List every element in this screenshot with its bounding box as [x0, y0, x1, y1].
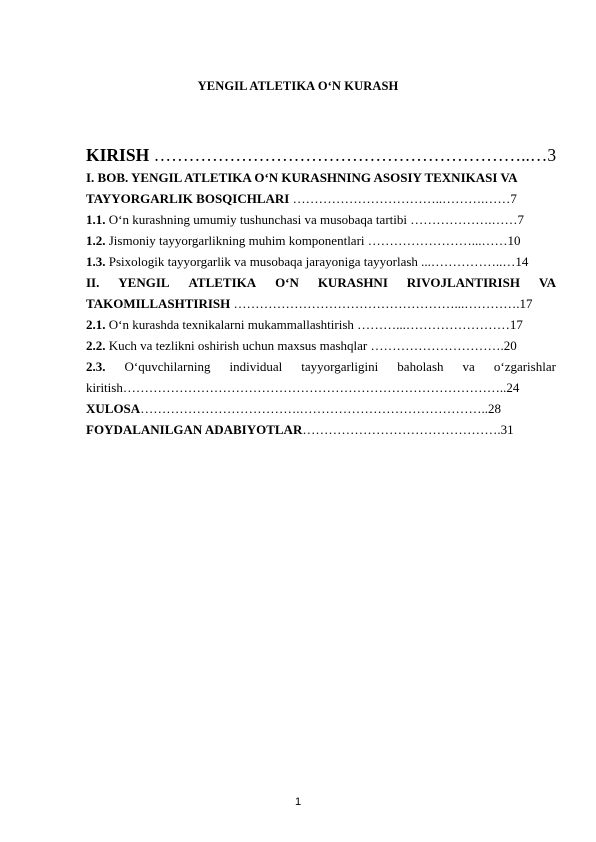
page-title: YENGIL ATLETIKA O‘N KURASH	[197, 79, 399, 93]
toc-chapter-2-word: KURASHNI	[317, 275, 388, 290]
toc-entry-1-3	[86, 251, 556, 272]
toc-xulosa-page: 28	[487, 401, 501, 416]
toc-2-1-page: 17	[509, 317, 523, 332]
toc-2-2-number: 2.2.	[86, 338, 106, 353]
toc-1-2-leader: ……………………...……	[367, 233, 508, 248]
toc-2-3-word: individual	[229, 359, 283, 374]
toc-1-2-page: 10	[507, 233, 521, 248]
toc-entry-chapter-1-line-2	[86, 188, 556, 209]
toc-xulosa-leader: ……………………………….……………………………………..	[140, 401, 488, 416]
toc-1-3-title: Psixologik tayyorgarlik va musobaqa jarayoniga tayyorlash	[105, 254, 422, 269]
toc-2-3-number: 2.3.	[86, 359, 106, 374]
toc-2-3-leader: ……………………………………………………………………………..	[122, 380, 507, 395]
toc-1-1-page: 7	[517, 212, 524, 227]
toc-entry-kirish	[86, 143, 556, 167]
toc-entry-chapter-2-line-1	[86, 272, 556, 293]
toc-chapter-1-title: I. BOB. YENGIL ATLETIKA O‘N KURASHNING ASOSIY TEXNIKASI VA	[86, 170, 518, 185]
toc-chapter-1-title-cont: TAYYORGARLIK BOSQICHLARI	[86, 191, 290, 206]
toc-entry-1-1	[86, 209, 556, 230]
toc-2-1-leader: ………...……………………	[357, 317, 510, 332]
toc-chapter-1-page: 7	[510, 191, 517, 206]
toc-2-3-page: 24	[506, 380, 520, 395]
toc-entry-chapter-1-line-1	[86, 167, 556, 188]
toc-chapter-2-leader: ……………………………………………...………….	[230, 296, 520, 311]
toc-entry-2-3-line-2	[86, 377, 556, 398]
toc-entry-xulosa	[86, 398, 556, 419]
toc-2-1-title: O‘n kurashda texnikalarni mukammallashtirish	[105, 317, 358, 332]
toc-chapter-1-leader: ……………………………..……….……	[289, 191, 511, 206]
toc-entry-chapter-2-line-2	[86, 293, 556, 314]
toc-2-3-word: o‘zgarishlar	[493, 359, 556, 374]
toc-chapter-2-title-cont: TAKOMILLASHTIRISH	[86, 296, 231, 311]
toc-references-leader: ……………………………………….	[302, 422, 501, 437]
toc-1-1-number: 1.1.	[86, 212, 106, 227]
toc-2-2-title: Kuch va tezlikni oshirish uchun maxsus mashqlar	[105, 338, 371, 353]
toc-2-1-number: 2.1.	[86, 317, 106, 332]
toc-2-3-word: O‘quvchilarning	[124, 359, 211, 374]
toc-2-3-word: va	[462, 359, 475, 374]
toc-2-3-title-cont: kiritish	[86, 380, 123, 395]
toc-references-page: 31	[500, 422, 514, 437]
toc-chapter-2-word: II.	[86, 275, 100, 290]
toc-kirish-label: KIRISH	[86, 145, 150, 165]
toc-2-2-page: 20	[503, 338, 517, 353]
toc-entry-2-1	[86, 314, 556, 335]
toc-chapter-2-word: YENGIL	[118, 275, 170, 290]
table-of-contents	[86, 143, 556, 440]
toc-kirish-leader: ………………………………………………………..…	[149, 145, 548, 165]
toc-entry-2-3-line-1	[86, 356, 556, 377]
toc-1-2-number: 1.2.	[86, 233, 106, 248]
toc-2-3-word: baholash	[397, 359, 444, 374]
toc-1-1-leader: ……………….……	[410, 212, 518, 227]
toc-kirish-page: 3	[547, 145, 556, 165]
toc-chapter-2-word: ATLETIKA	[188, 275, 257, 290]
toc-1-3-number: 1.3.	[86, 254, 106, 269]
toc-chapter-2-page: 17	[519, 296, 533, 311]
toc-entry-1-2	[86, 230, 556, 251]
toc-entry-2-2	[86, 335, 556, 356]
toc-2-2-leader: ………………………….	[370, 338, 504, 353]
toc-xulosa-label: XULOSA	[86, 401, 141, 416]
toc-chapter-2-word: RIVOJLANTIRISH	[406, 275, 520, 290]
toc-1-1-title: O‘n kurashning umumiy tushunchasi va musobaqa tartibi	[105, 212, 411, 227]
toc-chapter-2-word: O‘N	[275, 275, 299, 290]
toc-1-3-leader: ...……………..…	[421, 254, 516, 269]
toc-chapter-2-word: VA	[538, 275, 556, 290]
page-number: 1	[294, 796, 302, 808]
toc-references-label: FOYDALANILGAN ADABIYOTLAR	[86, 422, 303, 437]
toc-2-3-word: tayyorgarligini	[301, 359, 379, 374]
toc-1-3-page: 14	[515, 254, 529, 269]
toc-entry-references	[86, 419, 556, 440]
toc-1-2-title: Jismoniy tayyorgarlikning muhim komponentlari	[105, 233, 368, 248]
